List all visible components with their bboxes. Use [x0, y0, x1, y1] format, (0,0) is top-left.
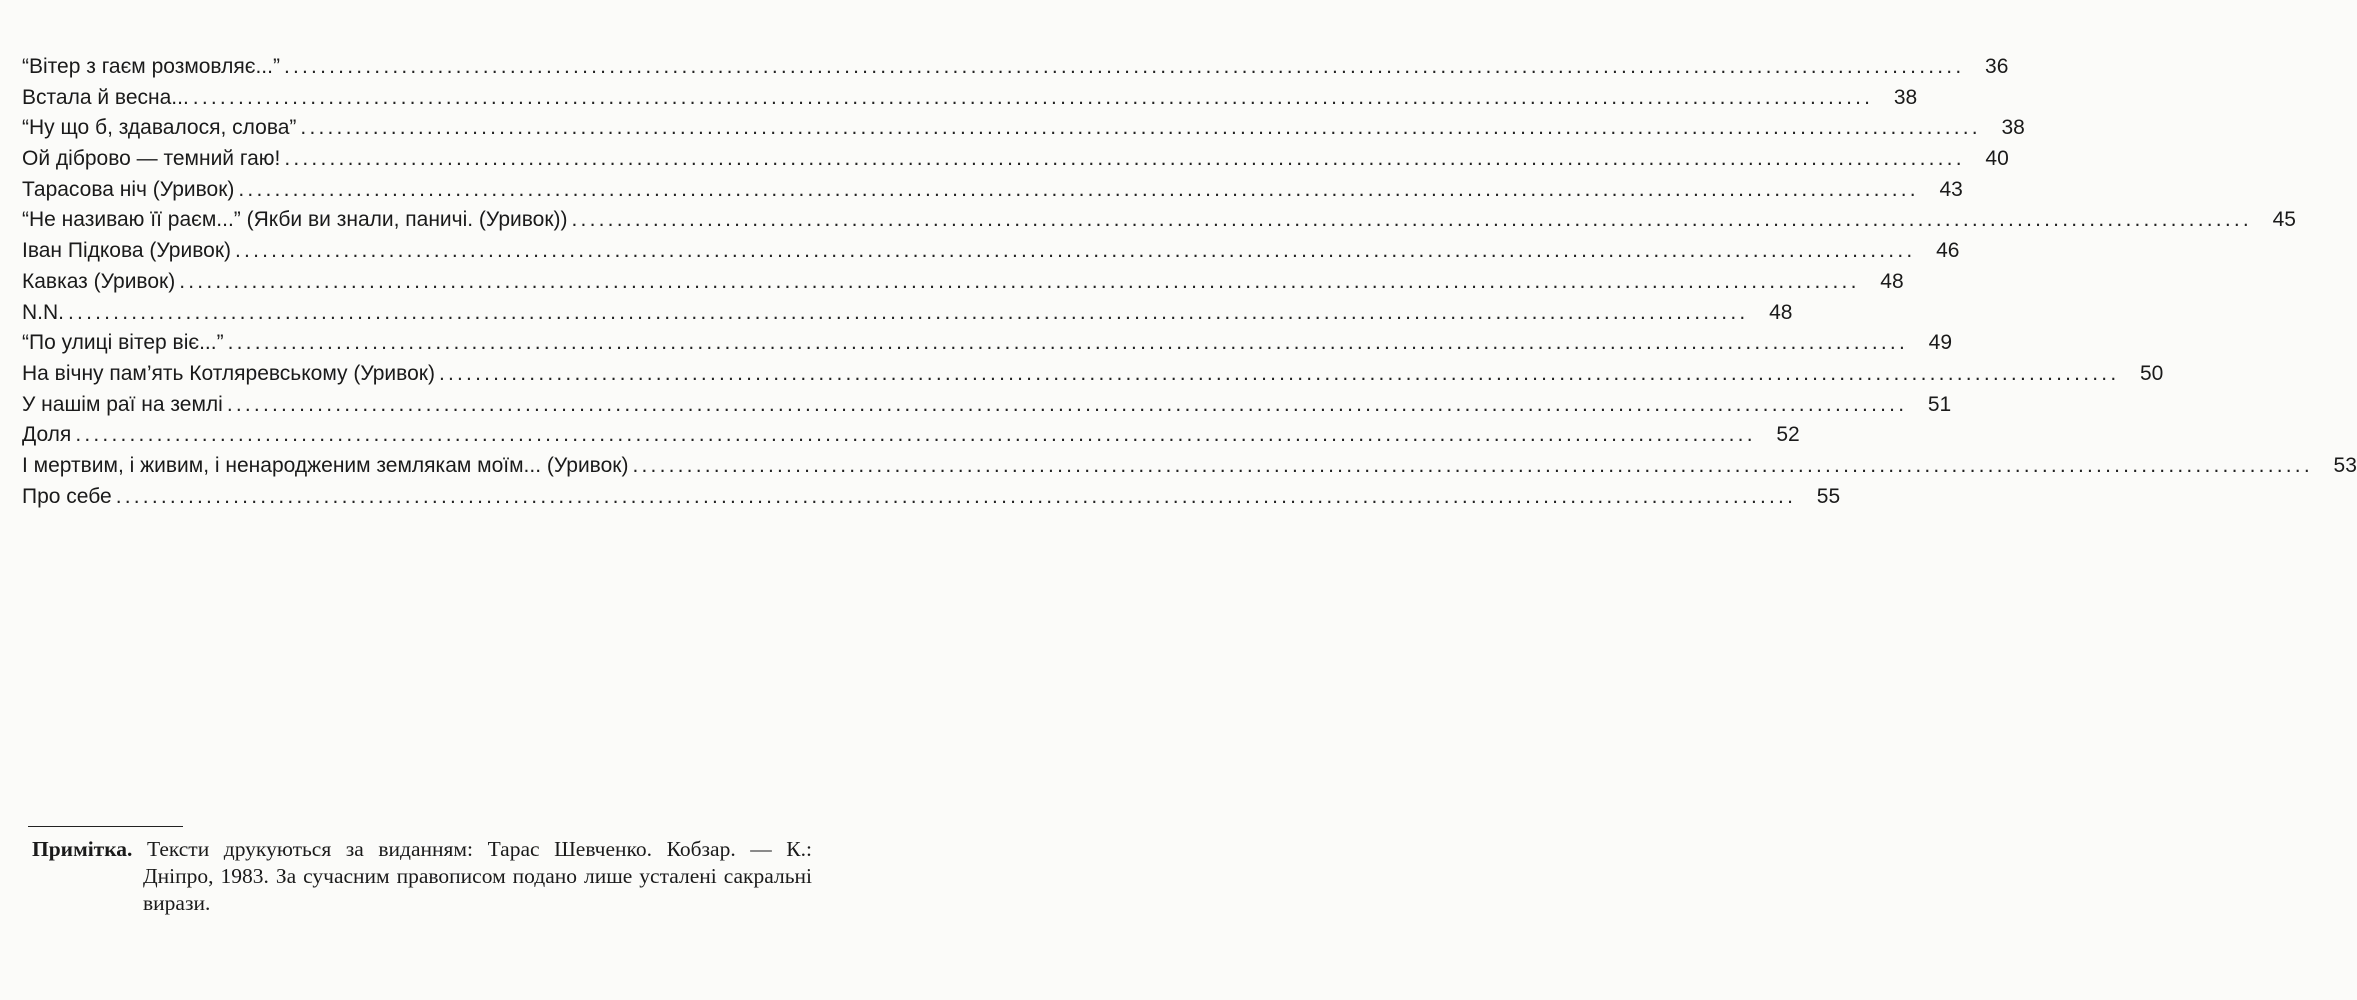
toc-entry-page: 45 [2272, 208, 2296, 232]
toc-leader-dots: .......................................................................................................................................................................................... [238, 177, 1919, 201]
toc-entry-title: Про себе [22, 484, 112, 508]
toc-entry-page: 52 [1776, 423, 1800, 447]
toc-leader-dots: .......................................................................................................................................................................................... [115, 484, 1797, 508]
toc-entry [22, 359, 2164, 390]
toc-leader-dots: .......................................................................................................................................................................................... [632, 453, 2313, 477]
toc-entry-title: На вічну пам’ять Котляревському (Уривок) [22, 361, 435, 385]
toc-leader-dots: .......................................................................................................................................................................................... [227, 331, 1909, 355]
toc-leader-dots: .......................................................................................................................................................................................... [284, 147, 1965, 171]
toc-entry-title: “Не називаю її раєм...” (Якби ви знали, паничі. (Уривок)) [22, 208, 568, 232]
footnote-first-line [32, 836, 812, 863]
toc-entry-page: 50 [2140, 361, 2164, 385]
toc-entry-title: “Ну що б, здавалося, слова” [22, 116, 297, 140]
toc-leader-dots: .......................................................................................................................................................................................... [571, 208, 2252, 232]
toc-entry [22, 205, 2296, 236]
toc-entry-page: 40 [1985, 147, 2009, 171]
toc-leader-dots: .......................................................................................................................................................................................... [226, 392, 1908, 416]
toc-leader-dots: .......................................................................................................................................................................................... [283, 55, 1965, 78]
toc-leader-dots: .......................................................................................................................................................................................... [179, 269, 1860, 293]
toc-leader-dots: .......................................................................................................................................................................................... [68, 300, 1749, 324]
toc-entry [22, 328, 1953, 359]
toc-entry-page: 48 [1769, 300, 1793, 324]
toc-entry [22, 52, 2009, 83]
toc-entry-title: Тарасова ніч (Уривок) [22, 177, 235, 201]
toc-leader-dots: .......................................................................................................................................................................................... [75, 423, 1756, 447]
toc-entry-title: Доля [22, 423, 72, 447]
footnote-text-continued: Дніпро, 1983. За сучасним правописом подано лише усталені сакральні вирази. [143, 864, 812, 915]
toc-entry [22, 236, 1960, 267]
toc-entry-page: 48 [1880, 269, 1904, 293]
toc-entry-page: 53 [2333, 453, 2357, 477]
toc-leader-dots: .......................................................................................................................................................................................... [438, 361, 2120, 385]
toc-entry-page: 46 [1936, 239, 1960, 263]
toc-entry [22, 298, 1793, 329]
toc-entry-title: N.N. [22, 300, 64, 324]
table-of-contents [22, 52, 2357, 512]
toc-entry-title: “По улиці вітер віє...” [22, 331, 224, 355]
footnote-text-start: Тексти друкуються за виданням: Тарас Шевченко. Кобзар. — К.: [147, 837, 812, 861]
toc-leader-dots: .......................................................................................................................................................................................... [192, 85, 1874, 109]
toc-entry-page: 55 [1816, 484, 1841, 508]
toc-entry-title: “Вітер з гаєм розмовляє...” [22, 55, 280, 78]
toc-entry [22, 420, 1800, 451]
toc-entry-title: Кавказ (Уривок) [22, 269, 176, 293]
toc-entry [22, 144, 2009, 175]
toc-entry-page: 38 [2001, 116, 2025, 140]
footnote [32, 836, 812, 917]
toc-leader-dots: .......................................................................................................................................................................................... [300, 116, 1981, 140]
toc-entry-page: 38 [1893, 85, 1918, 109]
toc-entry-title: У нашім раї на землі [22, 392, 223, 416]
toc-entry-title: Іван Підкова (Уривок) [22, 239, 231, 263]
toc-entry-page: 36 [1985, 55, 2009, 78]
toc-entry-page: 49 [1928, 331, 1953, 355]
toc-entry-title: Встала й весна... [22, 85, 189, 109]
toc-entry [22, 267, 1904, 298]
toc-entry-title: І мертвим, і живим, і ненародженим землякам моїм... (Уривок) [22, 453, 629, 477]
toc-entry-page: 51 [1927, 392, 1952, 416]
toc-entry-title: Ой діброво — темний гаю! [22, 147, 281, 171]
toc-entry [22, 451, 2357, 482]
toc-entry [22, 113, 2025, 144]
toc-leader-dots: .......................................................................................................................................................................................... [235, 239, 1916, 263]
toc-entry-page: 43 [1939, 177, 1963, 201]
toc-entry [22, 390, 1952, 421]
footnote-label: Примітка. [32, 837, 133, 861]
footnote-divider [28, 826, 183, 827]
toc-entry [22, 83, 1918, 114]
toc-entry [22, 175, 1963, 206]
toc-entry [22, 482, 1841, 513]
